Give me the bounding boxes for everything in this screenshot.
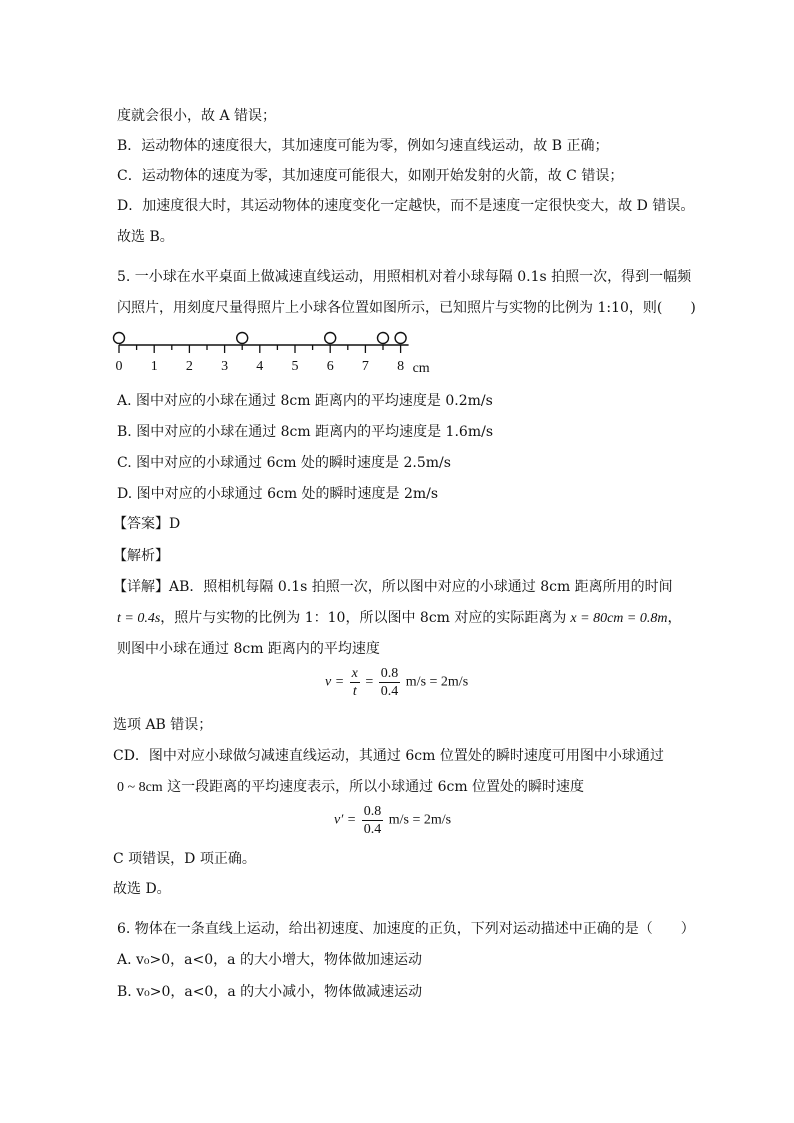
eq1-numerator: x — [351, 666, 358, 681]
distance-expression: x = 80cm = 0.8m — [570, 611, 668, 626]
average-velocity-equation — [325, 665, 468, 700]
eq1-fraction-numeric — [379, 665, 401, 700]
eq1-fraction-symbolic — [350, 665, 360, 700]
q6-stem: 6. 物体在一条直线上运动，给出初速度、加速度的正负，下列对运动描述中正确的是（ ） — [117, 921, 695, 937]
ruler-tick-label: 6 — [326, 359, 334, 374]
q5-answer — [113, 515, 180, 533]
q4-option-c-explanation: C．运动物体的速度为零，其加速度可能很大，如刚开始发射的火箭，故 C 错误； — [117, 168, 624, 184]
q4-option-d-explanation: D．加速度很大时，其运动物体的速度变化一定越快，而不是速度一定很快变大，故 D 错误。 — [117, 198, 695, 214]
eq1-numerator-value: 0.8 — [380, 666, 399, 681]
q4-conclusion: 故选 B。 — [117, 229, 174, 245]
q5-stem-line-1: 5. 一小球在水平桌面上做减速直线运动，用照相机对着小球每隔 0.1s 拍照一次，得到一幅频 — [117, 269, 692, 285]
ruler-tick-label: 4 — [256, 359, 264, 374]
ball-position-marker — [395, 333, 406, 344]
eq2-result: m/s = 2m/s — [388, 812, 452, 828]
answer-label: 【答案】 — [113, 516, 169, 532]
eq2-lhs: v′ = — [334, 812, 357, 828]
ball-position-marker — [114, 333, 125, 344]
time-expression: t = 0.4s — [117, 611, 161, 626]
eq1-denominator-value: 0.4 — [380, 684, 399, 699]
q5-detail-line-6 — [117, 778, 584, 797]
ruler-tick-label: 3 — [221, 359, 229, 374]
ruler-unit-label: cm — [412, 361, 430, 376]
q5-conclusion: 故选 D。 — [113, 881, 171, 897]
ruler-tick-label: 0 — [115, 359, 123, 374]
ball-position-marker — [378, 333, 389, 344]
detail-punct: ， — [667, 610, 682, 626]
ruler-figure — [0, 325, 794, 385]
q5-detail-line-5: CD．图中对应小球做匀减速直线运动，其通过 6cm 位置处的瞬时速度可用图中小球通过 — [113, 748, 664, 764]
eq2-denominator: 0.4 — [363, 822, 382, 837]
detail-text-6: 这一段距离的平均速度表示，所以小球通过 6cm 位置处的瞬时速度 — [162, 779, 585, 795]
q5-stem-line-2: 闪照片，用刻度尺量得照片上小球各位置如图所示，已知照片与实物的比例为 1:10，则( ) — [117, 300, 696, 316]
ball-position-marker — [325, 333, 336, 344]
instant-velocity-equation — [334, 803, 451, 838]
answer-value: D — [169, 516, 181, 532]
ruler-tick-label: 5 — [291, 359, 299, 374]
q5-detail-line-3: 则图中小球在通过 8cm 距离内的平均速度 — [117, 641, 380, 657]
eq1-result: m/s = 2m/s — [405, 674, 469, 690]
eq2-fraction — [362, 803, 384, 838]
ruler-tick-label: 2 — [185, 359, 193, 374]
q5-option-a: A. 图中对应的小球在通过 8cm 距离内的平均速度是 0.2m/s — [117, 393, 493, 409]
range-expression: 0 ~ 8cm — [117, 780, 163, 795]
q5-detail-line-4: 选项 AB 错误； — [113, 717, 213, 733]
q5-option-b: B. 图中对应的小球在通过 8cm 距离内的平均速度是 1.6m/s — [117, 424, 494, 440]
eq2-numerator: 0.8 — [363, 804, 382, 819]
ball-position-marker — [237, 333, 248, 344]
q6-option-b: B. v₀>0，a<0，a 的大小减小，物体做减速运动 — [117, 984, 423, 1000]
eq1-equals: = — [365, 674, 374, 690]
detail-text: ，照片与实物的比例为 1：10，所以图中 8cm 对应的实际距离为 — [160, 610, 567, 626]
q4-text-line-1: 度就会很小，故 A 错误； — [117, 108, 277, 124]
q5-analysis-label: 【解析】 — [113, 548, 169, 564]
q5-option-d: D. 图中对应的小球通过 6cm 处的瞬时速度是 2m/s — [117, 486, 439, 502]
q5-detail-line-2 — [117, 609, 681, 628]
ruler-tick-label: 7 — [361, 359, 369, 374]
q5-detail-line-7: C 项错误，D 项正确。 — [113, 851, 256, 867]
ruler-tick-label: 1 — [150, 359, 158, 374]
ruler-tick-label: 8 — [397, 359, 405, 374]
q5-detail-line-1: 【详解】AB．照相机每隔 0.1s 拍照一次，所以图中对应的小球通过 8cm 距离所用的时间 — [113, 579, 673, 595]
eq1-denominator: t — [352, 684, 357, 699]
q4-option-b-explanation: B．运动物体的速度很大，其加速度可能为零，例如匀速直线运动，故 B 正确； — [117, 138, 609, 154]
q6-option-a: A. v₀>0，a<0，a 的大小增大，物体做加速运动 — [117, 952, 422, 968]
eq1-lhs: v = — [325, 674, 345, 690]
q5-option-c: C. 图中对应的小球通过 6cm 处的瞬时速度是 2.5m/s — [117, 455, 451, 471]
